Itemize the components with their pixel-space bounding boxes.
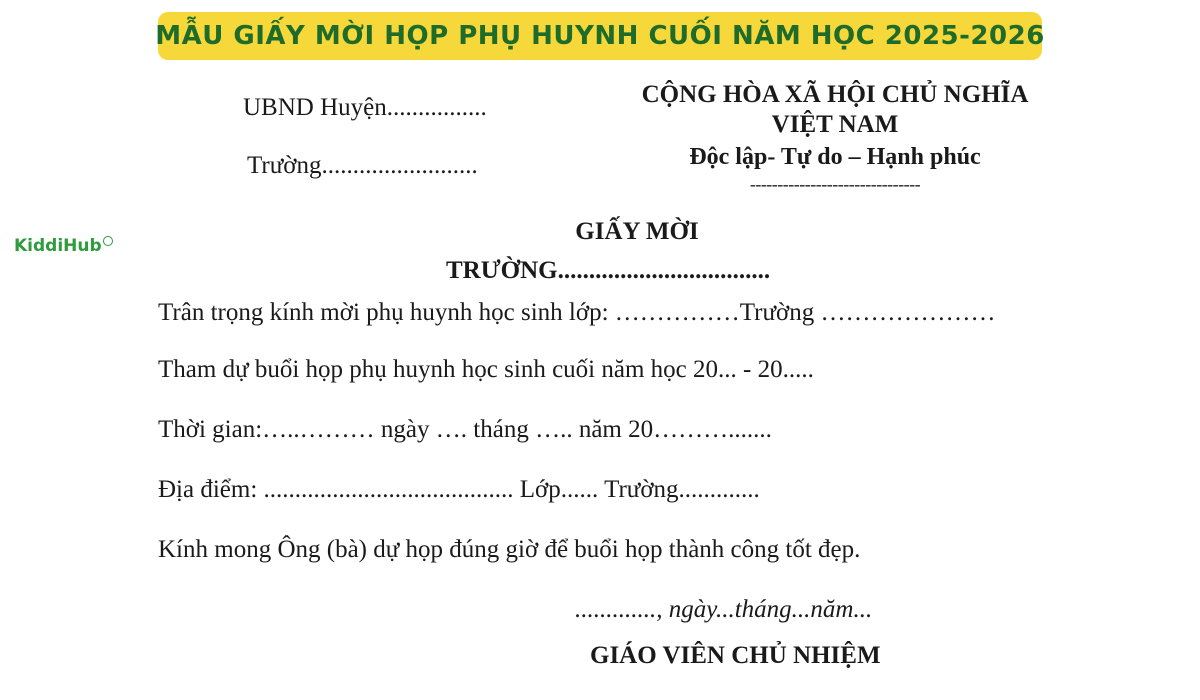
national-motto: Độc lập- Tự do – Hạnh phúc: [689, 144, 981, 170]
national-title-line1: CỘNG HÒA XÃ HỘI CHỦ NGHĨA: [641, 81, 1029, 108]
brand-logo: [14, 236, 113, 256]
body-line-request: Kính mong Ông (bà) dự họp đúng giờ để buổi họp thành công tốt đẹp.: [158, 536, 861, 563]
body-line-attend: Tham dự buổi họp phụ huynh học sinh cuối năm học 20... - 20.....: [158, 356, 814, 383]
document-title: GIẤY MỜI: [575, 218, 699, 245]
body-line-location: Địa điểm: ........................................ Lớp...... Trường.............: [158, 476, 760, 503]
brand-mark-icon: [103, 236, 113, 246]
title-banner: [155, 12, 1045, 60]
school-line: Trường.........................: [247, 152, 478, 179]
date-line: ............., ngày...tháng...năm...: [575, 596, 873, 623]
body-line-invite: Trân trọng kính mời phụ huynh học sinh lớp: ……………Trường …………………: [158, 299, 996, 326]
brand-logo-text: KiddiHub: [14, 236, 102, 256]
signature-title: GIÁO VIÊN CHỦ NHIỆM: [590, 642, 881, 669]
national-title-line2: VIỆT NAM: [771, 111, 899, 138]
banner-title: MẪU GIẤY MỜI HỌP PHỤ HUYNH CUỐI NĂM HỌC 2025-2026: [155, 21, 1045, 51]
district-line: UBND Huyện................: [243, 94, 487, 121]
header-divider: -------------------------------: [749, 174, 921, 194]
body-line-time: Thời gian:…..……… ngày …. tháng ….. năm 20……….......: [158, 416, 772, 443]
document-subtitle: TRƯỜNG..................................: [446, 257, 771, 284]
